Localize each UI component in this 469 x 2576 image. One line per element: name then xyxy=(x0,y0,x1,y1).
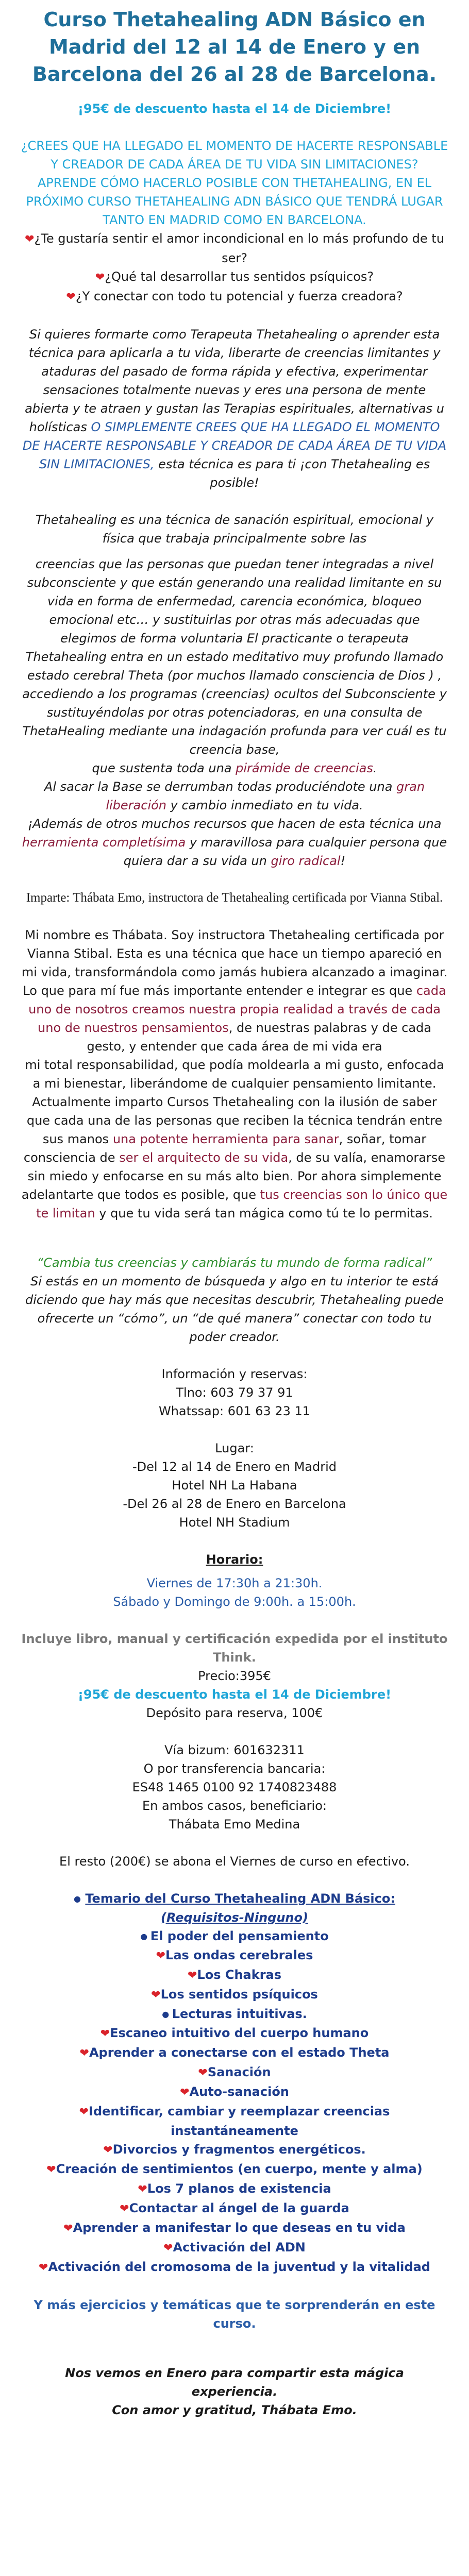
syllabus-item xyxy=(21,2140,448,2160)
heart-icon: ❤ xyxy=(63,2222,73,2235)
location-line: Hotel NH La Habana xyxy=(172,1478,297,1493)
bio-paragraph: Mi nombre es Thábata. Soy instructora Thetahealing certificada por Vianna Stibal. Esta es una técnica que hace un tiempo apareció en mi vida, transformándola como jamás hubiera alcanzado a imaginar. Lo que para mí fue más importante entender e integrar es que cada uno de nosotros creamos nuestra propia realidad a través de cada uno de nuestros pensamientos, de nuestras palabras y de cada gesto, y entender que cada área de mi vida era xyxy=(21,928,448,1054)
heart-icon: ❤ xyxy=(25,233,35,246)
pricing-includes: Incluye libro, manual y certificación expedida por el instituto Think. xyxy=(21,1632,448,1665)
syllabus-requirements: (Requisitos-Ninguno) xyxy=(161,1910,308,1925)
pricing-bizum: Vía bizum: 601632311 xyxy=(164,1743,305,1757)
liberation-link[interactable]: gran liberación xyxy=(106,779,425,812)
beliefs-link[interactable]: tus creencias son lo único que te limitan xyxy=(36,1188,448,1221)
heal-tool-link[interactable]: una potente herramienta para sanar xyxy=(112,1132,339,1146)
syllabus-item-label: Identificar, cambiar y reemplazar creencias instantáneamente xyxy=(89,2104,390,2138)
pyramid-link[interactable]: pirámide de creencias xyxy=(236,761,373,775)
footer-section xyxy=(21,2364,448,2419)
syllabus-item xyxy=(21,1985,448,2005)
heart-icon: ❤ xyxy=(156,1950,166,1962)
contact-heading: Información y reservas: xyxy=(161,1367,308,1381)
contact-whatsapp: Whatssap: 601 63 23 11 xyxy=(158,1404,311,1418)
description-paragraph: Thetahealing es una técnica de sanación espiritual, emocional y física que trabaja principalmente sobre las xyxy=(35,513,434,546)
description-section xyxy=(21,511,448,870)
syllabus-item-label: Lecturas intuitivas. xyxy=(172,2007,307,2021)
page-title: Curso Thetahealing ADN Básico en Madrid del 12 al 14 de Enero y en Barcelona del 26 al 28 de Barcelona. xyxy=(32,8,437,86)
pricing-transfer: O por transferencia bancaria: xyxy=(143,1761,326,1776)
bio-paragraph: mi total responsabilidad, que podía moldearla a mi gusto, enfocada a mi bienestar, liberándome de cualquier pensamiento limitante. Actualmente imparto Cursos Thetahealing con la ilusión de saber que cada una de las personas que reciben la técnica tendrán entre sus manos una potente herramienta para sanar, soñar, tomar consciencia de ser el arquitecto de su vida, de su valía, enamorarse sin miedo y enfocarse en su más alto bien. Por ahora simplemente adelantarte que todos es posible, que tus creencias son lo único que te limitan y que tu vida será tan mágica como tú te lo permitas. xyxy=(21,1058,448,1221)
syllabus-item-label: Divorcios y fragmentos energéticos. xyxy=(112,2142,366,2157)
syllabus-more: Y más ejercicios y temáticas que te sorprenderán en este curso. xyxy=(34,2298,435,2331)
heart-icon: ❤ xyxy=(187,1969,197,1982)
syllabus-item xyxy=(21,1946,448,1965)
green-quote: “Cambia tus creencias y cambiarás tu mundo de forma radical” xyxy=(37,1256,432,1270)
heart-icon: ❤ xyxy=(39,2261,48,2274)
tool-link[interactable]: herramienta completísima xyxy=(22,835,186,850)
heart-icon: ❤ xyxy=(66,291,76,303)
syllabus-item-label: Creación de sentimientos (en cuerpo, mente y alma) xyxy=(56,2162,423,2176)
syllabus-item-label: Sanación xyxy=(207,2065,271,2079)
syllabus-item-label: Auto-sanación xyxy=(189,2084,289,2099)
location-line: Hotel NH Stadium xyxy=(179,1515,290,1530)
pricing-rest: El resto (200€) se abona el Viernes de curso en efectivo. xyxy=(59,1854,410,1869)
reality-link[interactable]: cada uno de nosotros creamos nuestra propia realidad a través de cada uno de nuestros pensamientos xyxy=(28,984,446,1035)
quote-section xyxy=(21,1253,448,1346)
footer-signature: Con amor y gratitud, Thábata Emo. xyxy=(112,2403,357,2417)
syllabus-item-label: Contactar al ángel de la guarda xyxy=(129,2201,349,2215)
syllabus-item-label: El poder del pensamiento xyxy=(150,1929,329,1943)
pricing-beneficiary-label: En ambos casos, beneficiario: xyxy=(142,1799,327,1813)
discount-banner: ¡95€ de descuento hasta el 14 de Diciembre! xyxy=(77,101,392,116)
intro-question-line: APRENDE CÓMO HACERLO POSIBLE CON THETAHEALING, EN EL PRÓXIMO CURSO THETAHEALING ADN BÁSICO QUE TENDRÁ LUGAR TANTO EN MADRID COMO EN BARCELONA. xyxy=(26,176,443,227)
pricing-beneficiary: Thábata Emo Medina xyxy=(169,1817,300,1832)
syllabus-item-label: Aprender a conectarse con el estado Theta xyxy=(89,2045,390,2060)
radical-link[interactable]: giro radical xyxy=(271,854,341,868)
heart-icon: ❤ xyxy=(100,2027,110,2040)
syllabus-item xyxy=(21,2160,448,2179)
syllabus-item xyxy=(21,1927,448,1946)
syllabus-item-label: Activación del cromosoma de la juventud y la vitalidad xyxy=(48,2260,430,2274)
contact-section xyxy=(21,1365,448,1420)
bullet-icon: ● xyxy=(162,2009,172,2019)
quote-text: Si estás en un momento de búsqueda y algo en tu interior te está diciendo que hay más que necesitas descubrir, Thetahealing puede ofrecerte un “cómo”, un “de qué manera” conectar con todo tu poder creador. xyxy=(25,1274,444,1344)
heart-icon: ❤ xyxy=(79,2047,89,2060)
syllabus-item-label: Los Chakras xyxy=(197,1968,282,1982)
location-line: -Del 12 al 14 de Enero en Madrid xyxy=(132,1460,337,1474)
pricing-price: Precio:395€ xyxy=(198,1669,271,1683)
syllabus-heading: ● Temario del Curso Thetahealing ADN Básico: xyxy=(74,1891,395,1906)
location-heading: Lugar: xyxy=(215,1441,254,1455)
syllabus-section xyxy=(21,1889,448,2333)
syllabus-item xyxy=(21,2218,448,2238)
heart-icon: ❤ xyxy=(138,2183,147,2196)
syllabus-item-label: Escaneo intuitivo del cuerpo humano xyxy=(110,2026,369,2040)
syllabus-item xyxy=(21,2024,448,2043)
page xyxy=(0,6,469,2419)
syllabus-item-label: Los 7 planos de existencia xyxy=(147,2181,331,2196)
bullet-icon: ● xyxy=(74,1894,81,1904)
architect-link[interactable]: ser el arquitecto de su vida xyxy=(119,1150,289,1165)
intro-question-line: ¿CREES QUE HA LLEGADO EL MOMENTO DE HACERTE RESPONSABLE Y CREADOR DE CADA ÁREA DE TU VIDA SIN LIMITACIONES? xyxy=(21,139,448,172)
description-paragraph: creencias que las personas que puedan tener integradas a nivel subconsciente y que están generando una realidad limitante en su vida en forma de enfermedad, carencia económica, bloqueo emocional etc… y sustituirlas por otras más adecuadas que elegimos de forma voluntaria El practicante o terapeuta Thetahealing entra en un estado meditativo muy profundo llamado estado cerebral Theta (por muchos llamado consciencia de Dios ) , accediendo a los programas (creencias) ocultos del Subconsciente y sustituyéndolas por otras potenciadoras, en una consulta de ThetaHealing mediante una indagación profunda para ver cuál es tu creencia base, xyxy=(22,557,447,757)
syllabus-item xyxy=(21,2199,448,2218)
pricing-discount: ¡95€ de descuento hasta el 14 de Diciembre! xyxy=(77,1687,392,1702)
therapist-highlight: O SIMPLEMENTE CREES QUE HA LLEGADO EL MOMENTO DE HACERTE RESPONSABLE Y CREADOR DE CADA ÁREA DE TU VIDA SIN LIMITACIONES, xyxy=(22,420,447,471)
intro-question xyxy=(21,137,448,229)
heart-icon: ❤ xyxy=(198,2066,208,2079)
heart-icon: ❤ xyxy=(79,2106,89,2119)
heart-icon: ❤ xyxy=(163,2242,173,2255)
schedule-heading: Horario: xyxy=(206,1552,263,1567)
heart-icon: ❤ xyxy=(120,2202,129,2215)
description-paragraph: ¡Además de otros muchos recursos que hacen de esta técnica una herramienta completísima y maravillosa para cualquier persona que quiera dar a su vida un giro radical! xyxy=(22,817,447,868)
description-paragraph: Al sacar la Base se derrumban todas produciéndote una gran liberación y cambio inmediato en tu vida. xyxy=(44,779,425,812)
bullet-icon: ● xyxy=(140,1931,150,1941)
therapist-paragraph: Si quieres formarte como Terapeuta Thetahealing o aprender esta técnica para aplicarla a tu vida, liberarte de creencias limitantes y ataduras del pasado de forma rápida y efectiva, experimentar sensaciones totalmente nuevas y eres una persona de mente abierta y te atraen y gustan las Terapias espirituales, alternativas u holísticas O SIMPLEMENTE CREES QUE HA LLEGADO EL MOMENTO DE HACERTE RESPONSABLE Y CREADOR DE CADA ÁREA DE TU VIDA SIN LIMITACIONES, esta técnica es para ti ¡con Thetahealing es posible! xyxy=(22,327,447,490)
schedule-weekday: Viernes de 17:30h a 21:30h. xyxy=(146,1576,323,1590)
pricing-section xyxy=(21,1630,448,1871)
schedule-section xyxy=(21,1550,448,1611)
syllabus-item xyxy=(21,2082,448,2102)
heart-icon: ❤ xyxy=(103,2144,113,2157)
footer-line: Nos vemos en Enero para compartir esta mágica experiencia. xyxy=(65,2366,404,2399)
heart-questions xyxy=(21,229,448,307)
pricing-iban: ES48 1465 0100 92 1740823488 xyxy=(132,1780,337,1794)
heart-icon: ❤ xyxy=(95,271,105,284)
bio-section xyxy=(21,926,448,1223)
syllabus-list xyxy=(21,1927,448,2277)
syllabus-item xyxy=(21,2179,448,2199)
syllabus-item-label: Activación del ADN xyxy=(173,2240,306,2255)
image-caption: Impar​te: Thábata Emo, instructora de Thetahealing certificada por Vianna Stibal. xyxy=(26,891,443,905)
location-line: -Del 26 al 28 de Enero en Barcelona xyxy=(123,1497,346,1511)
heart-question: ❤¿Y conectar con todo tu potencial y fuerza creadora? xyxy=(66,289,403,303)
contact-phone: Tlno: 603 79 37 91 xyxy=(176,1385,293,1400)
syllabus-item xyxy=(21,2063,448,2082)
syllabus-item xyxy=(21,2238,448,2258)
location-section xyxy=(21,1439,448,1532)
schedule-weekend: Sábado y Domingo de 9:00h. a 15:00h. xyxy=(113,1595,356,1609)
description-paragraph: que sustenta toda una pirámide de creencias. xyxy=(92,761,377,775)
syllabus-item-label: Aprender a manifestar lo que deseas en tu vida xyxy=(73,2221,406,2235)
syllabus-item xyxy=(21,2005,448,2024)
heart-icon: ❤ xyxy=(151,1989,161,2002)
heart-question: ❤¿Qué tal desarrollar tus sentidos psíquicos? xyxy=(95,269,374,284)
heart-icon: ❤ xyxy=(180,2086,190,2099)
syllabus-item-label: Las ondas cerebrales xyxy=(165,1948,313,1962)
syllabus-item xyxy=(21,2043,448,2063)
syllabus-item-label: Los sentidos psíquicos xyxy=(160,1987,318,2002)
syllabus-item xyxy=(21,2102,448,2140)
syllabus-item xyxy=(21,2258,448,2277)
heart-icon: ❤ xyxy=(46,2163,56,2176)
pricing-deposit: Depósito para reserva, 100€ xyxy=(146,1706,323,1720)
syllabus-item xyxy=(21,1965,448,1985)
heart-question: ❤¿Te gustaría sentir el amor incondicional en lo más profundo de tu ser? xyxy=(25,231,444,265)
